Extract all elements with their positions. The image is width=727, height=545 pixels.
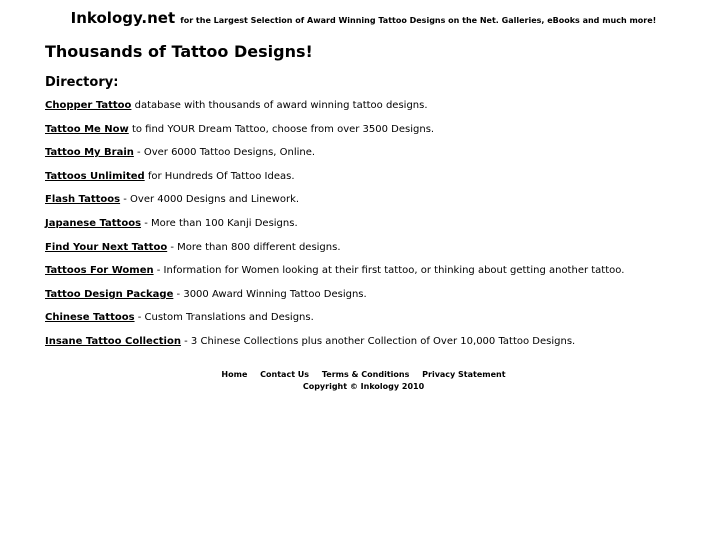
main-content — [45, 42, 705, 359]
site-footer — [0, 369, 727, 393]
link-tattoo-my-brain[interactable]: Tattoo My Brain — [45, 147, 134, 159]
link-insane-tattoo-collection[interactable]: Insane Tattoo Collection — [45, 335, 181, 347]
site-header — [0, 8, 727, 27]
link-tattoos-unlimited[interactable]: Tattoos Unlimited — [45, 170, 145, 182]
item-description: database with thousands of award winning tattoo designs. — [131, 100, 428, 111]
directory-item-tattoo-design-package — [45, 288, 705, 312]
directory-item-insane-tattoo-collection — [45, 335, 705, 359]
directory-item-tattoos-for-women — [45, 264, 705, 288]
page-title: Thousands of Tattoo Designs! — [45, 42, 313, 61]
link-flash-tattoos[interactable]: Flash Tattoos — [45, 194, 121, 206]
link-tattoos-for-women[interactable]: Tattoos For Women — [45, 265, 154, 277]
link-tattoo-design-package[interactable]: Tattoo Design Package — [45, 288, 174, 300]
item-description: for Hundreds Of Tattoo Ideas. — [144, 170, 295, 182]
directory-item-chopper-tattoo — [45, 99, 705, 123]
directory-item-japanese-tattoos — [45, 217, 705, 241]
link-find-your-next-tattoo[interactable]: Find Your Next Tattoo — [45, 241, 168, 253]
item-description: - 3000 Award Winning Tattoo Designs. — [173, 288, 367, 300]
footer-link-privacy-statement[interactable]: Privacy Statement — [422, 370, 506, 379]
footer-link-terms-conditions[interactable]: Terms & Conditions — [321, 370, 410, 379]
item-description: - More than 100 Kanji Designs. — [141, 217, 298, 229]
directory-heading: Directory: — [45, 75, 119, 90]
site-tagline: for the Largest Selection of Award Winning Tattoo Designs on the Net. Galleries, eBooks and much more! — [180, 16, 657, 25]
item-description: - 3 Chinese Collections plus another Collection of Over 10,000 Tattoo Designs. — [180, 335, 576, 347]
footer-link-contact-us[interactable]: Contact Us — [260, 370, 310, 379]
item-description: - Information for Women looking at their first tattoo, or thinking about getting another tattoo. — [153, 265, 625, 277]
footer-links — [0, 369, 727, 381]
link-chopper-tattoo[interactable]: Chopper Tattoo — [45, 100, 132, 111]
item-description: - Over 4000 Designs and Linework. — [120, 194, 300, 206]
link-japanese-tattoos[interactable]: Japanese Tattoos — [45, 217, 142, 229]
directory-item-tattoos-unlimited — [45, 170, 705, 194]
link-chinese-tattoos[interactable]: Chinese Tattoos — [45, 312, 135, 324]
directory-item-tattoo-me-now — [45, 123, 705, 147]
footer-link-home[interactable]: Home — [221, 370, 248, 379]
directory-item-flash-tattoos — [45, 193, 705, 217]
site-name: Inkology.net — [70, 9, 176, 27]
directory-item-chinese-tattoos — [45, 311, 705, 335]
item-description: - Custom Translations and Designs. — [134, 312, 314, 324]
item-description: - Over 6000 Tattoo Designs, Online. — [133, 147, 316, 159]
link-tattoo-me-now[interactable]: Tattoo Me Now — [45, 123, 129, 135]
directory-list — [45, 99, 705, 359]
item-description: - More than 800 different designs. — [167, 241, 341, 253]
copyright: Copyright © Inkology 2010 — [302, 382, 425, 391]
directory-item-tattoo-my-brain — [45, 146, 705, 170]
directory-item-find-your-next-tattoo — [45, 241, 705, 265]
item-description: to find YOUR Dream Tattoo, choose from over 3500 Designs. — [128, 123, 435, 135]
